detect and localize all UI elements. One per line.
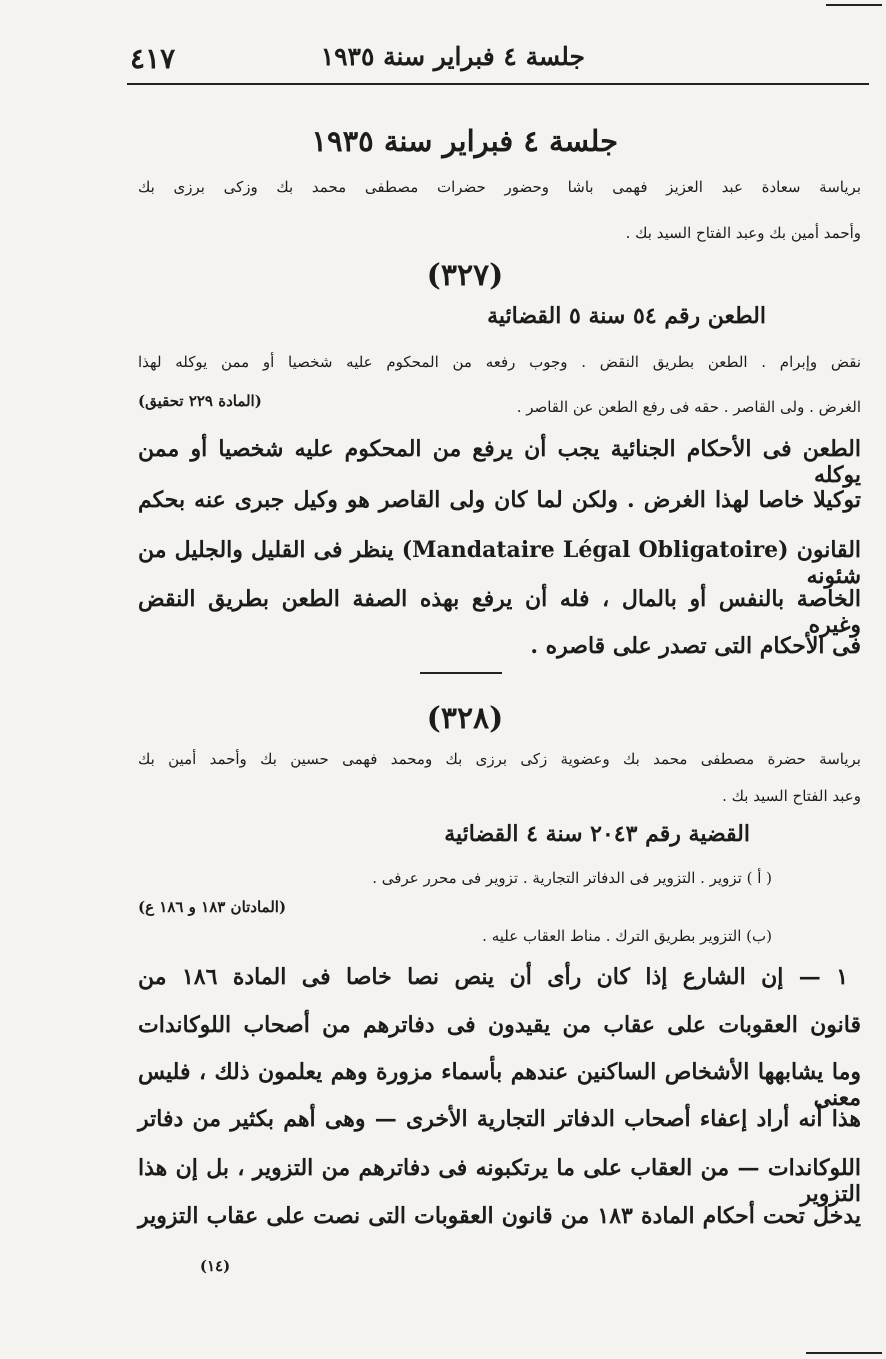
- case-328-body-line-4: هذا أنه أراد إعفاء أصحاب الدفاتر التجارية الأخرى — وهى أهم بكثير من دفاتر: [138, 1106, 861, 1132]
- case-328-title: القضية رقم ٢٠٤٣ سنة ٤ القضائية: [444, 821, 750, 847]
- case-327-title: الطعن رقم ٥٤ سنة ٥ القضائية: [487, 303, 766, 329]
- case-327-body-line-2: توكيلا خاصا لهذا الغرض . ولكن لما كان ولى القاصر هو وكيل جبرى عنه بحكم: [138, 487, 861, 513]
- case-separator: [420, 672, 502, 674]
- presidency-line-2: وأحمد أمين بك وعبد الفتاح السيد بك .: [625, 224, 861, 242]
- case-327-summary-line-1: نقض وإبرام . الطعن بطريق النقض . وجوب رفعه من المحكوم عليه شخصيا أو ممن يوكله لهذا: [138, 353, 861, 371]
- case-number-328: (٣٢٨): [426, 701, 504, 736]
- case-328-body-line-5: اللوكاندات — من العقاب على ما يرتكبونه فى دفاترهم من التزوير ، بل إن هذا التزوير: [138, 1155, 861, 1207]
- case-328-article-ref: (المادتان ١٨٣ و ١٨٦ ع): [138, 898, 287, 916]
- case-328-item-a: ( أ ) تزوير . التزوير فى الدفاتر التجارية . تزوير فى محرر عرفى .: [372, 869, 772, 887]
- scan-edge-top: [826, 4, 882, 6]
- case-328-body-line-6: يدخل تحت أحكام المادة ١٨٣ من قانون العقوبات التى نصت على عقاب التزوير: [138, 1203, 861, 1229]
- case-327-body-line-3: القانون (Mandataire Légal Obligatoire) ينظر فى القليل والجليل من شئونه: [138, 537, 862, 589]
- case-328-presidency-line-2: وعبد الفتاح السيد بك .: [722, 787, 861, 805]
- case-327-body-line-4: الخاصة بالنفس أو بالمال ، فله أن يرفع بهذه الصفة الطعن بطريق النقض وغيره: [138, 586, 861, 638]
- case-328-item-b: (ب) التزوير بطريق الترك . مناط العقاب عليه .: [482, 927, 772, 945]
- scan-edge-bottom: [806, 1352, 882, 1354]
- case-327-article-ref: (المادة ٢٢٩ تحقيق): [138, 392, 262, 410]
- session-title: جلسة ٤ فبراير سنة ١٩٣٥: [311, 124, 618, 158]
- case-328-body-line-2: قانون العقوبات على عقاب من يقيدون فى دفاترهم من أصحاب اللوكاندات: [138, 1012, 861, 1038]
- page-number: ٤١٧: [130, 42, 176, 75]
- case-327-body-line-1: الطعن فى الأحكام الجنائية يجب أن يرفع من المحكوم عليه شخصيا أو ممن يوكله: [138, 436, 861, 488]
- case-number-327: (٣٢٧): [426, 258, 504, 293]
- signature-mark: (١٤): [199, 1257, 231, 1275]
- case-327-body-line-5: فى الأحكام التى تصدر على قاصره .: [530, 633, 861, 659]
- running-title: جلسة ٤ فبراير سنة ١٩٣٥: [320, 42, 585, 71]
- case-328-body-line-3: وما يشابهها الأشخاص الساكنين عندهم بأسماء مزورة وهم يعلمون ذلك ، فليس معنى: [138, 1059, 861, 1111]
- header-rule: [127, 83, 869, 85]
- presidency-line-1: برياسة سعادة عبد العزيز فهمى باشا وحضور حضرات مصطفى محمد بك وزكى برزى بك: [138, 178, 861, 196]
- case-328-presidency-line-1: برياسة حضرة مصطفى محمد بك وعضوية زكى برزى بك ومحمد فهمى حسين بك وأحمد أمين بك: [138, 750, 861, 768]
- case-328-body-line-1: ١ — إن الشارع إذا كان رأى أن ينص نصا خاصا فى المادة ١٨٦ من: [138, 964, 849, 990]
- case-327-summary-line-2: الغرض . ولى القاصر . حقه فى رفع الطعن عن القاصر .: [516, 398, 861, 416]
